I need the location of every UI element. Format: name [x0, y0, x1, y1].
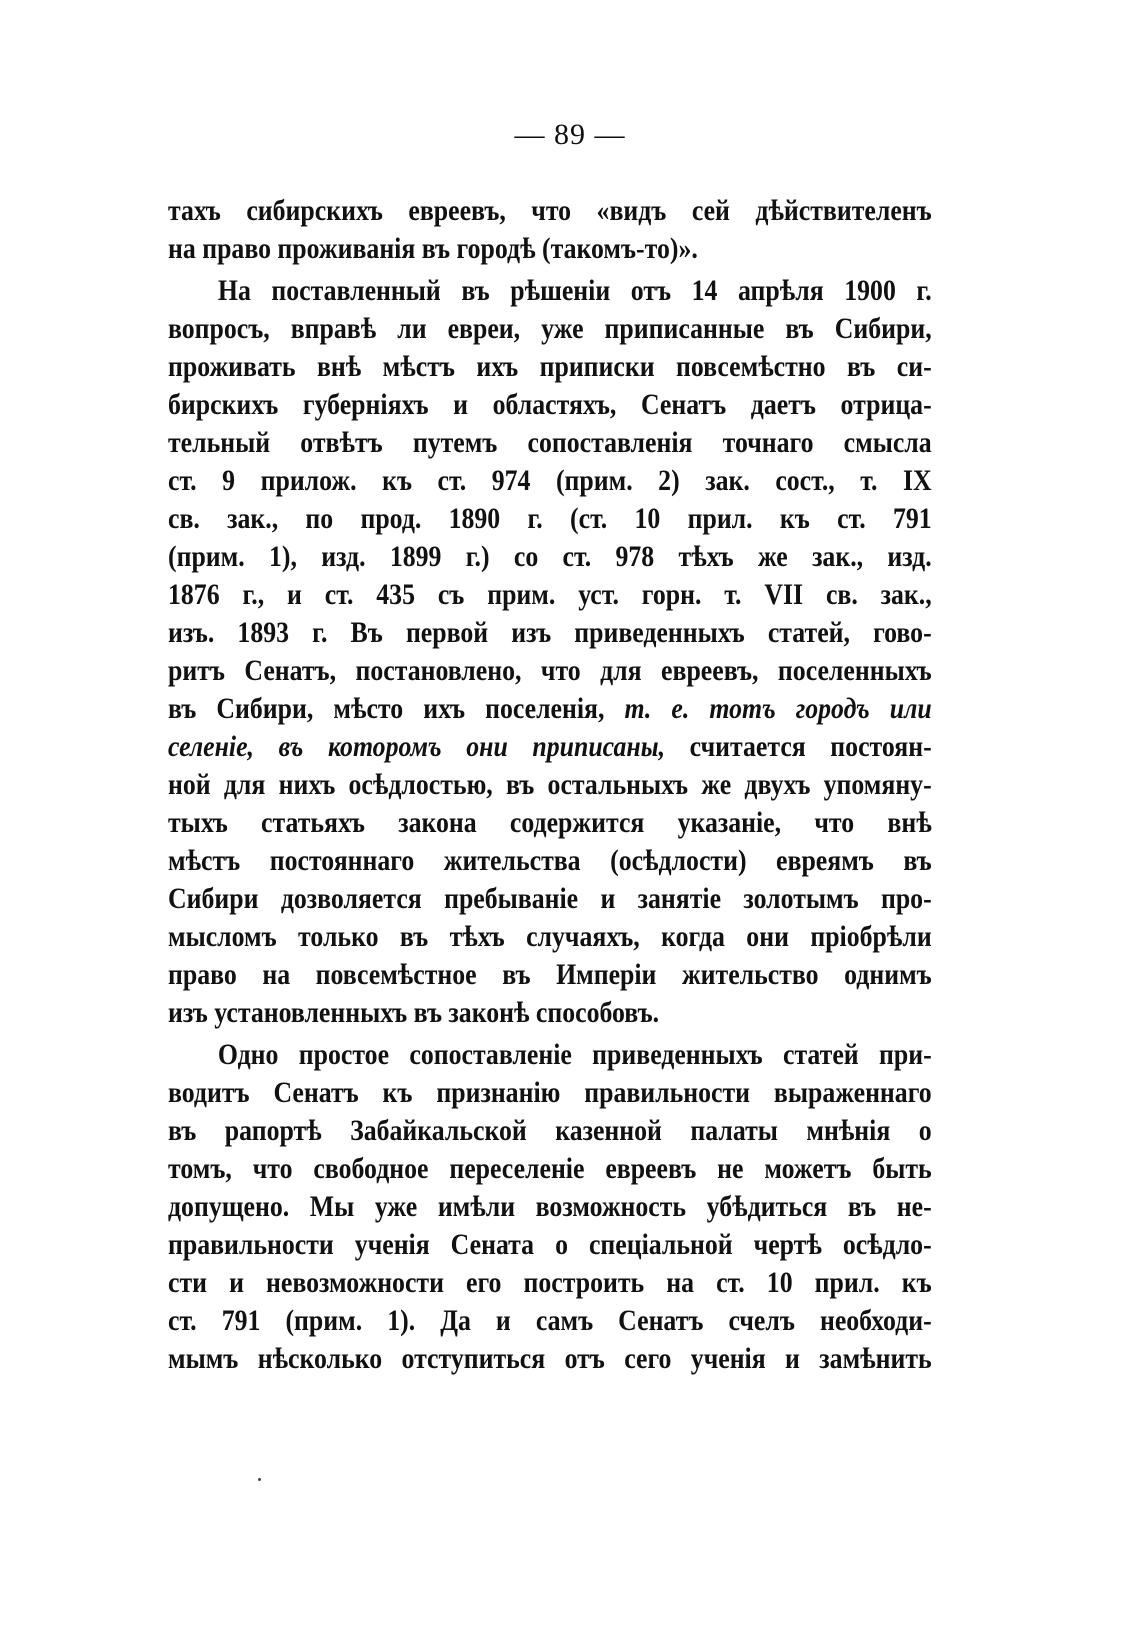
text-line: ритъ Сенатъ, постановлено, что для евреевъ, поселенныхъ — [168, 654, 932, 687]
italic-text: селеніе, въ которомъ они приписаны, — [168, 730, 666, 763]
text-line: сти и невозможности его построить на ст. 10 прил. къ — [168, 1266, 932, 1299]
text-line: св. зак., по прод. 1890 г. (ст. 10 прил. къ ст. 791 — [168, 502, 932, 535]
scan-speck — [258, 1478, 261, 1481]
text-line: въ рапортѣ Забайкальской казенной палаты мнѣнія о — [168, 1114, 932, 1147]
text-line: тахъ сибирскихъ евреевъ, что «видъ сей дѣйствителенъ — [168, 194, 932, 227]
text-line: изъ установленныхъ въ законѣ способовъ. — [168, 996, 660, 1029]
text-line: Одно простое сопоставленіе приведенныхъ статей при- — [217, 1038, 932, 1071]
text-line-mixed — [168, 728, 932, 766]
text-line: правильности ученія Сената о спеціальной чертѣ осѣдло- — [168, 1228, 932, 1261]
text-line: право на повсемѣстное въ Имперіи жительство однимъ — [168, 958, 932, 991]
body-text — [168, 192, 932, 1378]
page-number: — 89 — — [514, 118, 626, 151]
italic-text: т. е. тотъ городъ или — [624, 692, 932, 725]
plain-text: считается постоян- — [665, 730, 932, 763]
text-line: мысломъ только въ тѣхъ случаяхъ, когда они пріобрѣли — [168, 920, 932, 953]
text-line: Сибири дозволяется пребываніе и занятіе золотымъ про- — [168, 882, 932, 915]
text-line-mixed — [168, 690, 932, 728]
text-line: вопросъ, вправѣ ли евреи, уже приписанные въ Сибири, — [168, 312, 932, 345]
text-line: на право проживанія въ городѣ (такомъ-то)». — [168, 232, 698, 265]
text-line: мымъ нѣсколько отступиться отъ сего ученія и замѣнить — [168, 1342, 932, 1375]
text-line: водитъ Сенатъ къ признанію правильности выраженнаго — [168, 1076, 932, 1109]
text-line: мѣстъ постояннаго жительства (осѣдлости) евреямъ въ — [168, 844, 932, 877]
text-line: ной для нихъ осѣдлостью, въ остальныхъ же двухъ упомяну- — [168, 768, 932, 801]
text-line: томъ, что свободное переселеніе евреевъ не можетъ быть — [168, 1152, 932, 1185]
text-line: (прим. 1), изд. 1899 г.) со ст. 978 тѣхъ же зак., изд. — [168, 540, 932, 573]
text-line: изъ. 1893 г. Въ первой изъ приведенныхъ статей, гово- — [168, 616, 932, 649]
text-line: тельный отвѣтъ путемъ сопоставленія точнаго смысла — [168, 426, 932, 459]
plain-text: въ Сибири, мѣсто ихъ поселенія, — [168, 692, 625, 725]
text-line: 1876 г., и ст. 435 съ прим. уст. горн. т. VII св. зак., — [168, 578, 932, 611]
text-line: проживать внѣ мѣстъ ихъ приписки повсемѣстно въ си- — [168, 350, 932, 383]
text-line: тыхъ статьяхъ закона содержится указаніе, что внѣ — [168, 806, 932, 839]
text-line: допущено. Мы уже имѣли возможность убѣдиться въ не- — [168, 1190, 932, 1223]
text-line: ст. 791 (прим. 1). Да и самъ Сенатъ счелъ необходи- — [168, 1304, 932, 1337]
text-line: бирскихъ губерніяхъ и областяхъ, Сенатъ даетъ отрица- — [168, 388, 932, 421]
text-line: ст. 9 прилож. къ ст. 974 (прим. 2) зак. сост., т. IX — [168, 464, 932, 497]
text-line: На поставленный въ рѣшеніи отъ 14 апрѣля 1900 г. — [217, 274, 932, 307]
